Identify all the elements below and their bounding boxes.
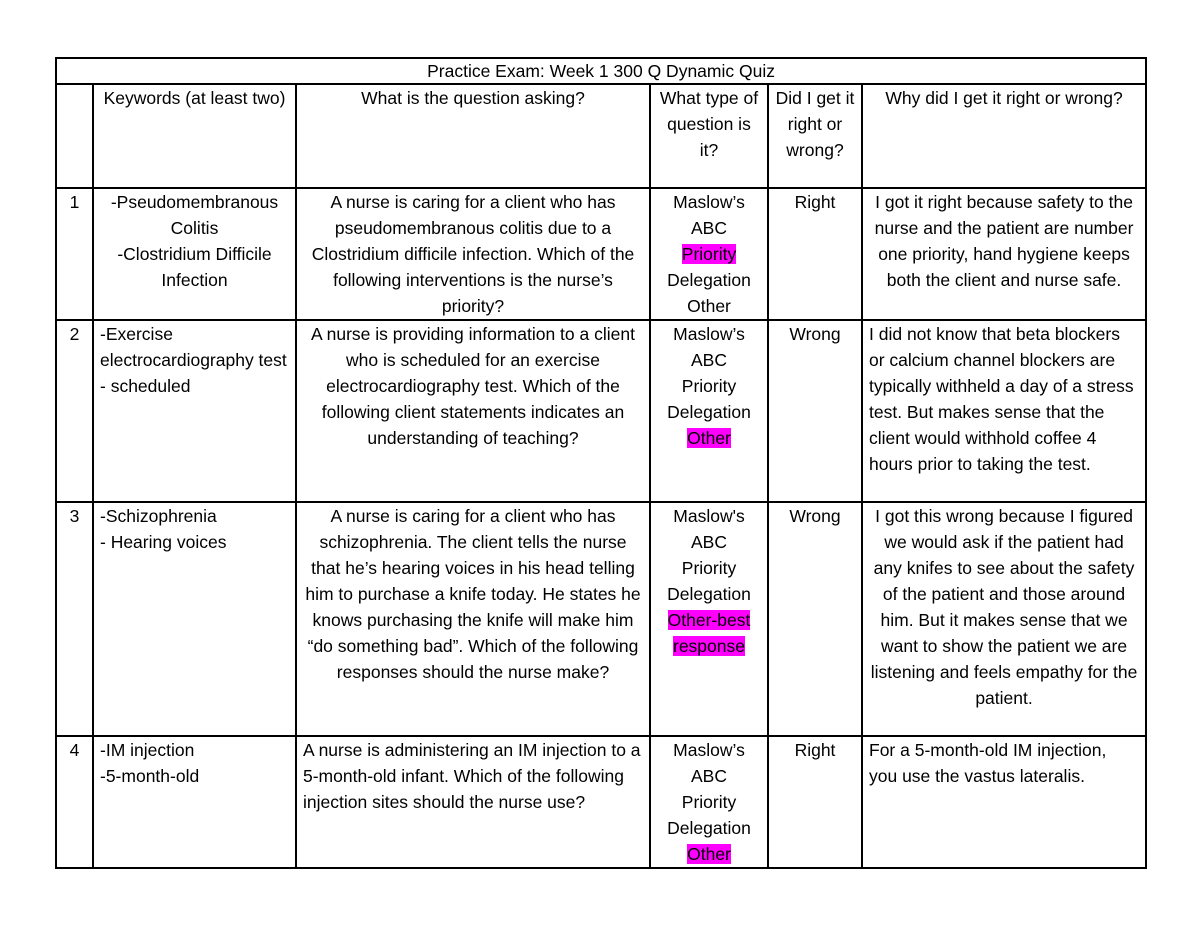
keyword: -Schizophrenia xyxy=(100,506,217,526)
keyword: -Exercise electrocardiography test xyxy=(100,324,287,370)
question-type-item: ABC xyxy=(691,218,727,238)
row-reason: I got this wrong because I figured we would ask if the patient had any knifes to see about the safety of the patient and those around him. But it makes sense that we want to show the patient we are listening and feels empathy for the patient. xyxy=(862,502,1146,736)
question-type-item: Maslow’s xyxy=(673,324,745,344)
keyword: -IM injection xyxy=(100,740,195,760)
question-type-item xyxy=(657,241,761,267)
row-question-types xyxy=(650,736,768,868)
question-type-item: ABC xyxy=(691,350,727,370)
row-keywords xyxy=(93,320,296,502)
row-question-types xyxy=(650,188,768,320)
row-keywords xyxy=(93,502,296,736)
highlighted-type: Other xyxy=(687,428,731,448)
question-type-item: Other xyxy=(687,296,731,316)
table-row xyxy=(56,320,1146,502)
question-type-item xyxy=(657,841,761,867)
question-type-item xyxy=(657,425,761,451)
question-type-item: Delegation xyxy=(667,584,751,604)
header-question-type: What type of question is it? xyxy=(650,84,768,188)
highlighted-type: Priority xyxy=(681,244,737,264)
highlighted-type: Other-best response xyxy=(667,610,751,656)
question-type-item: Delegation xyxy=(667,818,751,838)
row-question: A nurse is caring for a client who has schizophrenia. The client tells the nurse that he’s hearing voices in his head telling him to purchase a knife today. He states he knows purchasing the knife will make him “do something bad”. Which of the following responses should the nurse make? xyxy=(296,502,650,736)
row-reason: For a 5-month-old IM injection, you use the vastus lateralis. xyxy=(862,736,1146,868)
keyword: -Clostridium Difficile Infection xyxy=(117,244,272,290)
row-question-types xyxy=(650,502,768,736)
question-type-item: Maslow’s xyxy=(673,740,745,760)
question-type-item: Priority xyxy=(681,558,737,578)
question-type-item: Maslow's xyxy=(673,506,745,526)
row-question-types xyxy=(650,320,768,502)
title-row xyxy=(56,58,1146,84)
row-keywords xyxy=(93,188,296,320)
keyword: -Pseudomembranous Colitis xyxy=(110,192,279,238)
table-title: Practice Exam: Week 1 300 Q Dynamic Quiz xyxy=(56,58,1146,84)
question-type-item xyxy=(657,607,761,659)
row-result: Wrong xyxy=(768,502,862,736)
question-type-item: ABC xyxy=(691,532,727,552)
row-question: A nurse is caring for a client who has pseudomembranous colitis due to a Clostridium difficile infection. Which of the following interventions is the nurse’s priority? xyxy=(296,188,650,320)
question-type-item: Priority xyxy=(681,792,737,812)
table-row xyxy=(56,736,1146,868)
header-question-asking: What is the question asking? xyxy=(296,84,650,188)
row-question: A nurse is providing information to a client who is scheduled for an exercise electrocardiography test. Which of the following client statements indicates an understanding of teaching? xyxy=(296,320,650,502)
keyword: - scheduled xyxy=(100,376,191,396)
question-type-item: ABC xyxy=(691,766,727,786)
row-result: Wrong xyxy=(768,320,862,502)
question-type-item: Maslow’s xyxy=(673,192,745,212)
row-result: Right xyxy=(768,188,862,320)
question-type-item: Priority xyxy=(681,376,737,396)
header-result: Did I get it right or wrong? xyxy=(768,84,862,188)
row-number: 4 xyxy=(56,736,93,868)
header-reason: Why did I get it right or wrong? xyxy=(862,84,1146,188)
question-type-item: Delegation xyxy=(667,402,751,422)
row-keywords xyxy=(93,736,296,868)
row-reason: I did not know that beta blockers or calcium channel blockers are typically withheld a day of a stress test. But makes sense that the client would withhold coffee 4 hours prior to taking the test. xyxy=(862,320,1146,502)
header-row xyxy=(56,84,1146,188)
row-number: 3 xyxy=(56,502,93,736)
table-row xyxy=(56,502,1146,736)
question-type-item: Delegation xyxy=(667,270,751,290)
table-row xyxy=(56,188,1146,320)
keyword: -5-month-old xyxy=(100,766,200,786)
row-question: A nurse is administering an IM injection to a 5-month-old infant. Which of the following injection sites should the nurse use? xyxy=(296,736,650,868)
keyword: - Hearing voices xyxy=(100,532,227,552)
row-number: 2 xyxy=(56,320,93,502)
row-number: 1 xyxy=(56,188,93,320)
row-reason: I got it right because safety to the nurse and the patient are number one priority, hand hygiene keeps both the client and nurse safe. xyxy=(862,188,1146,320)
practice-exam-table xyxy=(55,57,1147,869)
row-result: Right xyxy=(768,736,862,868)
header-number xyxy=(56,84,93,188)
header-keywords: Keywords (at least two) xyxy=(93,84,296,188)
highlighted-type: Other xyxy=(687,844,731,864)
